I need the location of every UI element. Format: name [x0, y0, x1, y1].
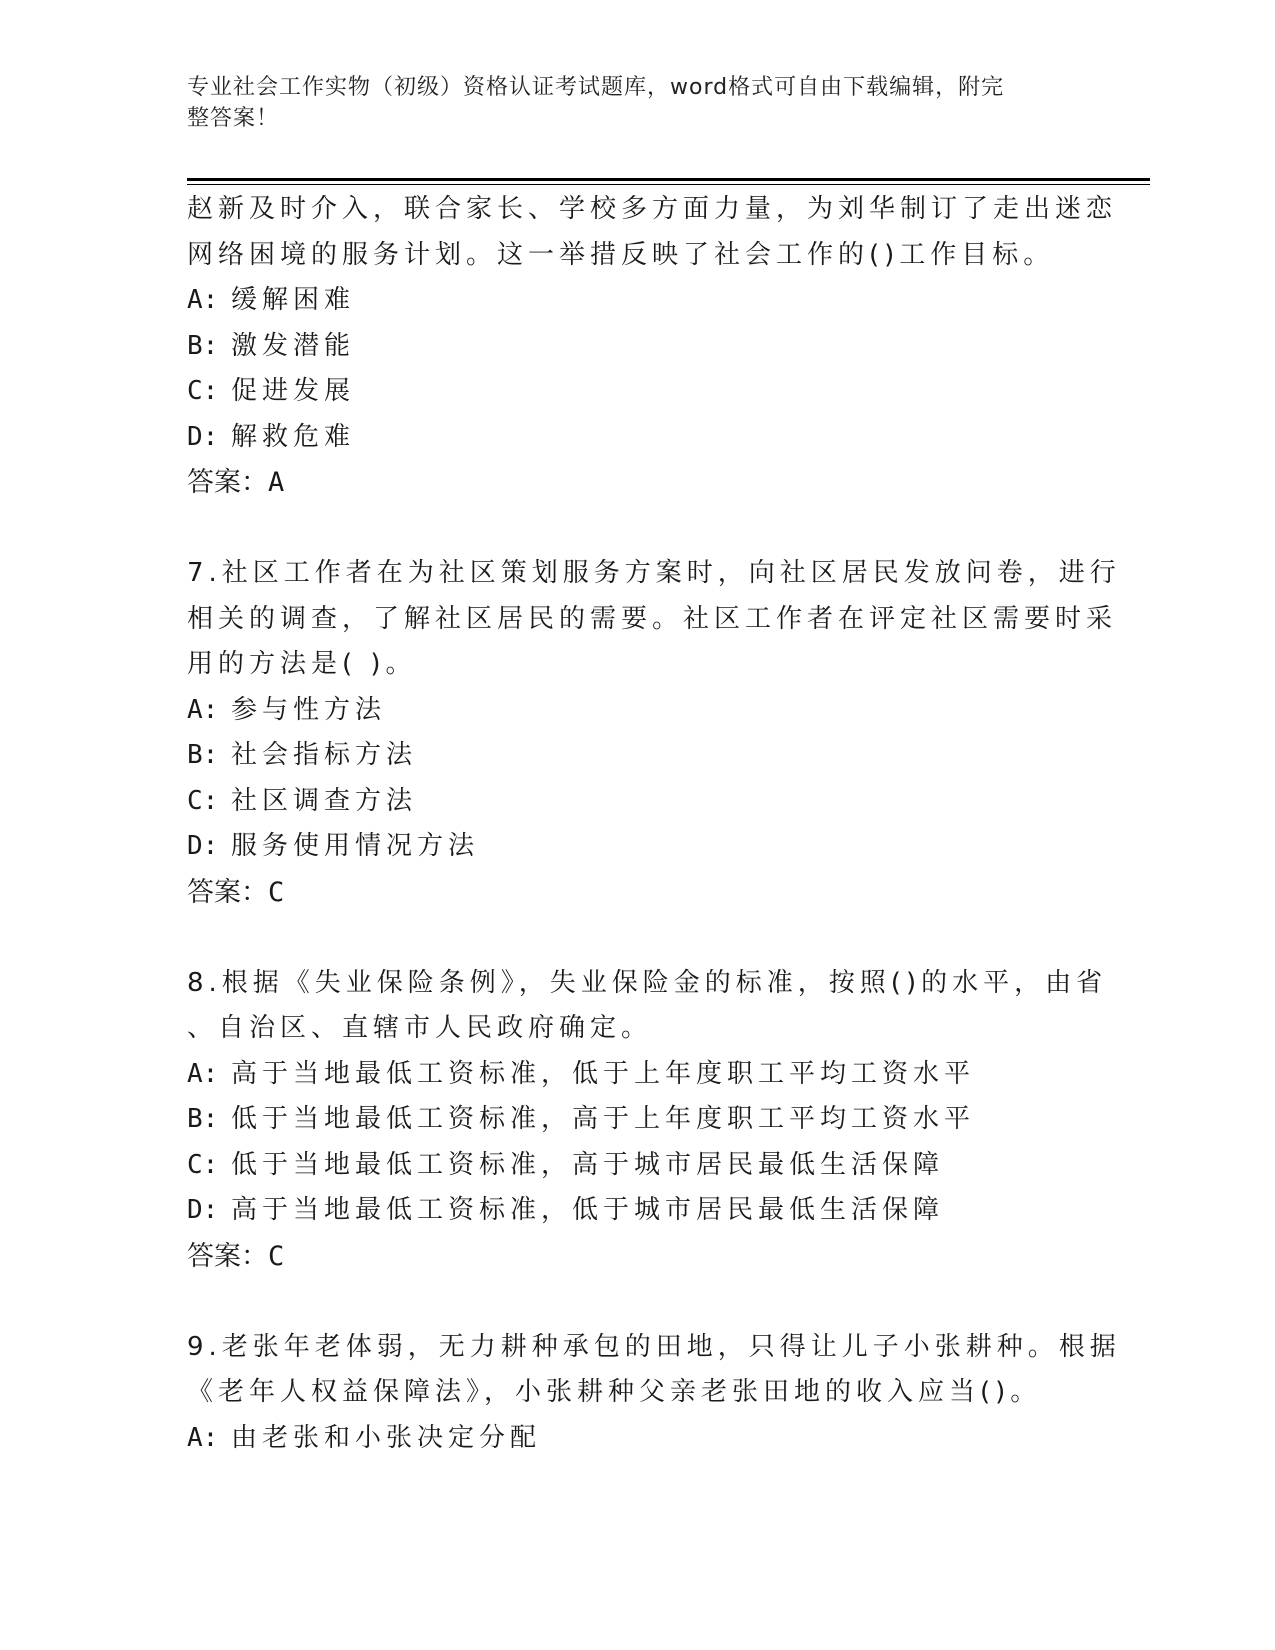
question-stem-line: 赵新及时介入，联合家长、学校多方面力量，为刘华制订了走出迷恋: [187, 194, 1118, 224]
question-stem-line: 7.社区工作者在为社区策划服务方案时，向社区居民发放问卷，进行: [187, 558, 1121, 588]
option-key: C:: [187, 1149, 219, 1180]
option-text: 低于当地最低工资标准，高于城市居民最低生活保障: [231, 1149, 945, 1180]
option-key: A:: [187, 694, 219, 725]
question-9: [187, 1325, 1121, 1462]
option-key: A:: [187, 1058, 219, 1089]
option-key: A:: [187, 285, 219, 315]
option-key: D:: [187, 421, 219, 452]
header-rule-thin: [187, 184, 1150, 185]
header-rule-thick: [187, 178, 1150, 181]
answer-label: 答案：: [187, 467, 268, 498]
option-b: [187, 733, 1087, 779]
header-line-2: 整答案！: [187, 106, 280, 131]
option-c: [187, 1143, 1087, 1189]
spacer: [187, 1279, 1087, 1325]
question-stem-line: 、自治区、直辖市人民政府确定。: [187, 1013, 653, 1043]
option-text: 服务使用情况方法: [231, 831, 480, 861]
answer-line: [187, 1234, 1087, 1280]
option-key: D:: [187, 1195, 219, 1225]
option-a: [187, 1052, 1087, 1098]
question-stem-line: 网络困境的服务计划。这一举措反映了社会工作的()工作目标。: [187, 239, 1055, 270]
option-key: B:: [187, 1104, 219, 1134]
option-key: D:: [187, 831, 219, 861]
page-header: [187, 72, 1067, 134]
option-a: [187, 688, 1087, 734]
option-d: [187, 1188, 1087, 1234]
option-a: [187, 1416, 1087, 1462]
question-8: [187, 961, 1108, 1280]
option-text: 促进发展: [231, 376, 356, 406]
option-a: [187, 278, 1087, 324]
option-text: 解救危难: [231, 421, 356, 452]
question-stem-line: 9.老张年老体弱，无力耕种承包的田地，只得让儿子小张耕种。根据: [187, 1331, 1121, 1362]
answer-value: A: [268, 467, 285, 498]
spacer: [187, 506, 1087, 552]
option-key: B:: [187, 740, 219, 770]
option-text: 高于当地最低工资标准，低于上年度职工平均工资水平: [231, 1058, 976, 1089]
spacer: [187, 915, 1087, 961]
question-stem-line: 相关的调查，了解社区居民的需要。社区工作者在评定社区需要时采: [187, 603, 1118, 634]
option-key: C:: [187, 785, 219, 816]
option-text: 激发潜能: [231, 330, 356, 361]
header-line-1: 专业社会工作实物（初级）资格认证考试题库，word格式可自由下载编辑，附完: [187, 75, 1005, 100]
answer-line: [187, 460, 1087, 506]
question-stem-line: 8.根据《失业保险条例》，失业保险金的标准，按照()的水平，由省: [187, 967, 1108, 998]
option-text: 社区调查方法: [231, 785, 418, 816]
answer-line: [187, 870, 1087, 916]
option-b: [187, 1097, 1087, 1143]
option-key: B:: [187, 330, 219, 361]
question-list: [187, 187, 1121, 1461]
answer-value: C: [268, 876, 285, 908]
question-6: [187, 187, 1118, 506]
option-key: C:: [187, 376, 219, 406]
option-d: [187, 415, 1087, 461]
option-b: [187, 324, 1087, 370]
option-text: 由老张和小张决定分配: [231, 1422, 542, 1453]
question-stem-line: 用的方法是( )。: [187, 649, 417, 679]
option-text: 参与性方法: [231, 694, 387, 725]
option-text: 社会指标方法: [231, 740, 418, 770]
option-key: A:: [187, 1422, 219, 1453]
option-text: 低于当地最低工资标准，高于上年度职工平均工资水平: [231, 1104, 976, 1134]
answer-label: 答案：: [187, 1240, 268, 1272]
answer-label: 答案：: [187, 876, 268, 908]
option-text: 高于当地最低工资标准，低于城市居民最低生活保障: [231, 1195, 945, 1225]
question-stem-line: 《老年人权益保障法》，小张耕种父亲老张田地的收入应当()。: [187, 1377, 1042, 1407]
option-c: [187, 369, 1087, 415]
option-text: 缓解困难: [231, 285, 356, 315]
option-c: [187, 779, 1087, 825]
answer-value: C: [268, 1240, 285, 1272]
question-7: [187, 551, 1121, 915]
option-d: [187, 824, 1087, 870]
